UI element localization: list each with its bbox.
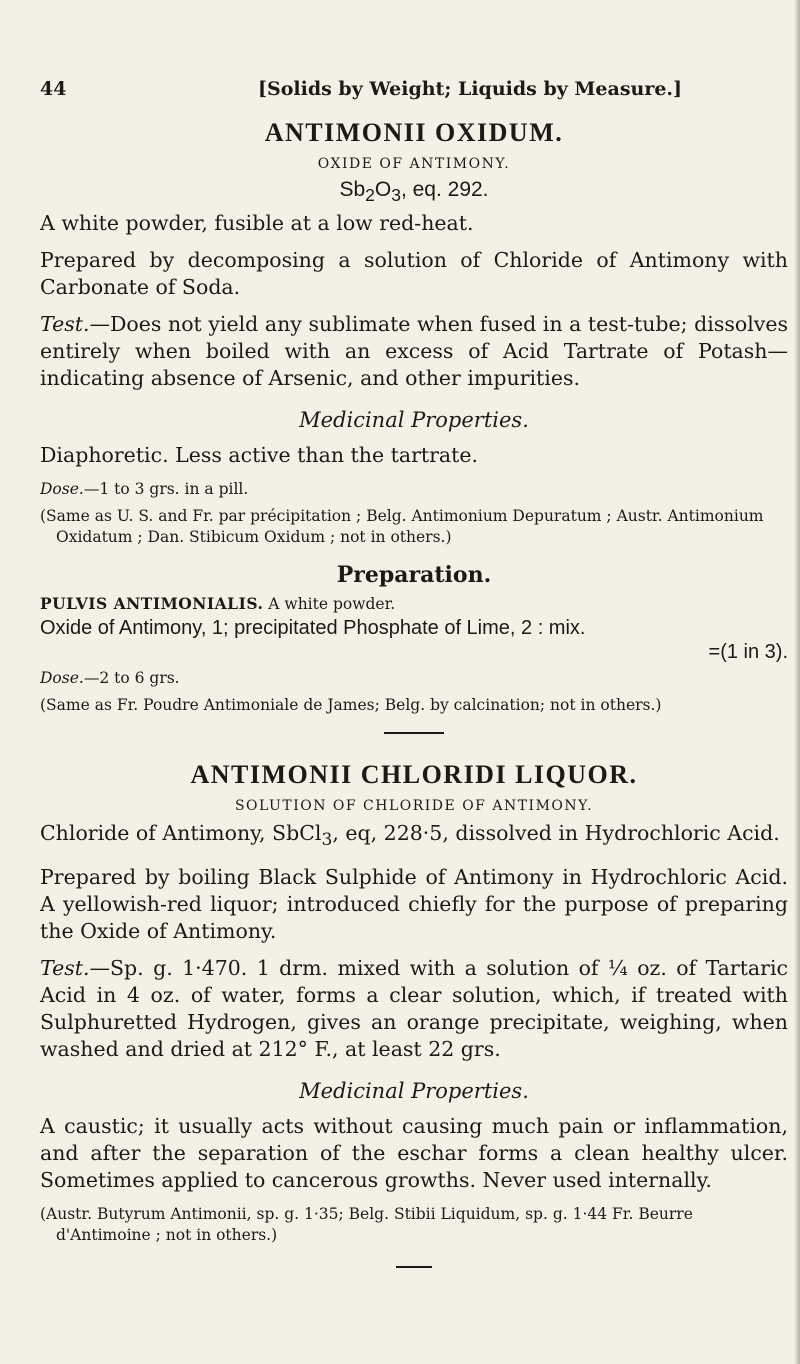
page-edge-shadow — [794, 0, 800, 1364]
pulvis-mixture: Oxide of Antimony, 1; precipitated Phosphate of Lime, 2 : mix. — [40, 617, 586, 640]
medicinal-properties-text: Diaphoretic. Less active than the tartrate. — [40, 443, 479, 468]
test-label: Test. — [40, 312, 90, 337]
chloride-medicinal-heading: Medicinal Properties. — [299, 1079, 529, 1104]
chloride-prepared-paragraph: Prepared by boiling Black Sulphide of Antimony in Hydrochloric Acid. A yellowish-red liquor; introduced chiefly for the purpose of preparing the Oxide of Antimony. — [40, 865, 788, 944]
entry-subtitle-solution-of-chloride: SOLUTION OF CHLORIDE OF ANTIMONY. — [234, 798, 594, 815]
end-divider — [396, 1266, 432, 1268]
pulvis-desc: A white powder. — [263, 595, 396, 614]
entry-title-antimonii-oxidum: ANTIMONII OXIDUM. — [264, 118, 564, 147]
chloride-intro-paragraph: Chloride of Antimony, SbCl$_3$, eq, 228·5, dissolved in Hydrochloric Acid. — [40, 821, 780, 851]
dose-label: Dose. — [40, 480, 84, 499]
chloride-test-text: —Sp. g. 1·470. 1 drm. mixed with a solution of ¼ oz. of Tartaric Acid in 4 oz. of water, forms a clear solution, which, if treated with Sulphuretted Hydrogen, gives an orange precipitate, weighing, when washed and dried at 212° F., at least 22 grs. — [40, 956, 788, 1062]
chloride-medicinal-text: A caustic; it usually acts without causing much pain or inflammation, and after the separation of the eschar forms a clean healthy ulcer. Sometimes applied to cancerous growths. Never used internally. — [40, 1114, 788, 1193]
section-divider — [384, 732, 444, 734]
running-head — [40, 78, 788, 100]
test-text: —Does not yield any sublimate when fused in a test-tube; dissolves entirely when boiled with an excess of Acid Tartrate of Potash—indicating absence of Arsenic, and other impurities. — [40, 312, 788, 391]
pulvis-dose-text: —2 to 6 grs. — [83, 669, 180, 688]
chloride-test-label: Test. — [40, 956, 90, 981]
pulvis-dose-line — [40, 668, 788, 689]
medicinal-properties-heading: Medicinal Properties. — [299, 408, 529, 433]
book-page — [40, 78, 788, 1268]
page-number: 44 — [40, 78, 67, 100]
pulvis-name: PULVIS ANTIMONIALIS. — [40, 594, 264, 614]
chloride-test-paragraph — [40, 955, 788, 1063]
entry-subtitle-oxide-of-antimony: OXIDE OF ANTIMONY. — [317, 156, 511, 172]
description-paragraph: A white powder, fusible at a low red-heat. — [40, 211, 474, 236]
test-paragraph — [40, 311, 788, 392]
running-head-text: [Solids by Weight; Liquids by Measure.] — [258, 78, 683, 100]
chloride-synonyms: (Austr. Butyrum Antimonii, sp. g. 1·35; Belg. Stibii Liquidum, sp. g. 1·44 Fr. Beurre d'Antimoine ; not in others.) — [40, 1205, 693, 1245]
pulvis-ratio: =(1 in 3). — [708, 641, 788, 664]
dose-text: —1 to 3 grs. in a pill. — [83, 480, 249, 499]
preparation-heading: Preparation. — [336, 562, 492, 589]
entry-title-antimonii-chloridi-liquor: ANTIMONII CHLORIDI LIQUOR. — [190, 760, 638, 790]
pulvis-line — [40, 594, 788, 613]
pharmacopoeia-synonyms: (Same as U. S. and Fr. par précipitation ; Belg. Antimonium Depuratum ; Austr. Antimonium Oxidatum ; Dan. Stibicum Oxidum ; not in others.) — [40, 507, 764, 547]
pulvis-dose-label: Dose. — [40, 669, 84, 688]
dose-line — [40, 479, 788, 500]
prepared-paragraph: Prepared by decomposing a solution of Chloride of Antimony with Carbonate of Soda. — [40, 248, 788, 300]
chemical-formula: $Sb_2O_3$, eq. 292. — [339, 178, 489, 206]
pulvis-synonyms: (Same as Fr. Poudre Antimoniale de James; Belg. by calcination; not in others.) — [40, 696, 662, 715]
